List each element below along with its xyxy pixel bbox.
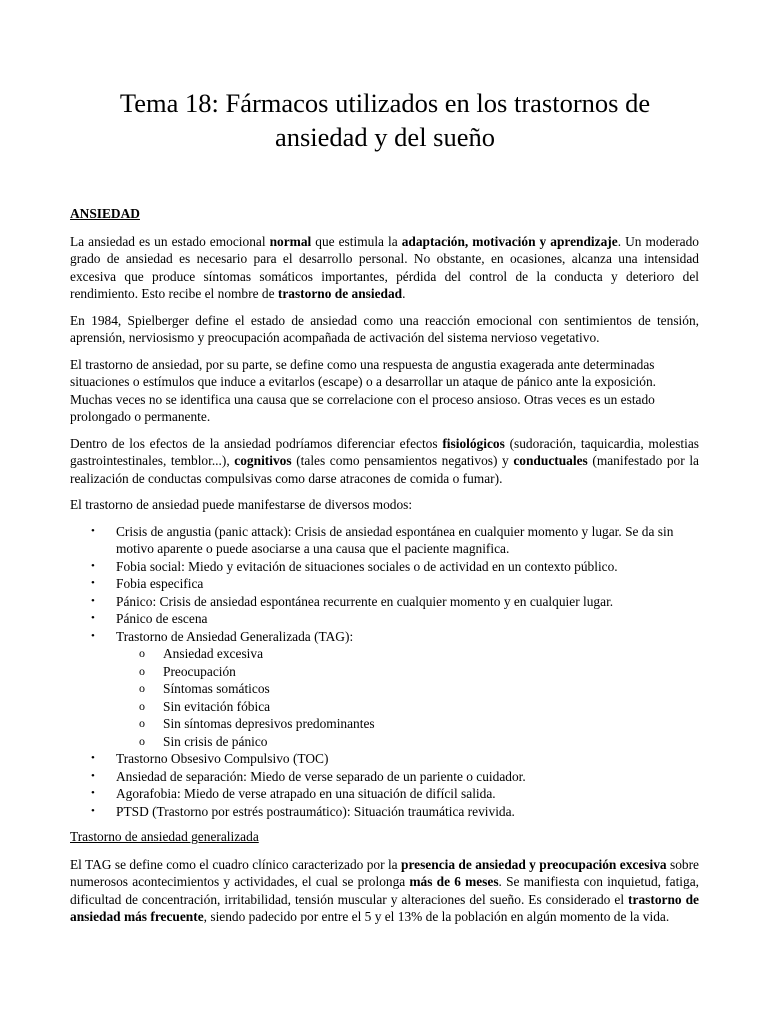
list-item: • Fobia social: Miedo y evitación de situaciones sociales o de actividad en un contexto público. xyxy=(91,558,618,574)
bullet-icon: • xyxy=(91,524,95,537)
bullet-icon: • xyxy=(91,804,95,817)
sub-list xyxy=(116,645,699,750)
bullet-icon: • xyxy=(91,769,95,782)
sub-list-item: o Sin síntomas depresivos predominantes xyxy=(139,716,375,731)
circle-bullet-icon: o xyxy=(139,733,145,748)
bullet-icon: • xyxy=(91,612,95,624)
paragraph-efectos: Dentro de los efectos de la ansiedad podríamos diferenciar efectos fisiológicos (sudoración, taquicardia, molestias gastrointestinales, temblor...), cognitivos (tales como pensamientos negativos) y conductuales (manifestado por la realización de conductas compulsivas como darse atracones de comida o fumar). xyxy=(70,435,700,486)
title-line-2: ansiedad y del sueño xyxy=(274,122,496,152)
sub-list-item: o Preocupación xyxy=(139,663,236,679)
subsection-heading: Trastorno de ansiedad generalizada xyxy=(70,829,259,844)
list-item: • Pánico de escena xyxy=(91,611,208,626)
paragraph-spielberger: En 1984, Spielberger define el estado de ansiedad como una reacción emocional con sentimientos de tensión, aprensión, nerviosismo y preocupación acompañada de activación del sistema nervioso vegetativo. xyxy=(70,312,699,345)
paragraph-trastorno: El trastorno de ansiedad, por su parte, se define como una respuesta de angustia exagerada ante determinadas situaciones o estímulos que induce a evitarlos (escape) o a desarrollar un ataque de pánico ante la exposición. Muchas veces no se identifica una causa que se correlacione con el proceso ansioso. Otras veces es un estado prolongado o permanente. xyxy=(70,356,656,424)
list-item: • PTSD (Trastorno por estrés postraumático): Situación traumática revivida. xyxy=(91,803,515,819)
circle-bullet-icon: o xyxy=(139,698,145,713)
list-item: • Trastorno Obsesivo Compulsivo (TOC) xyxy=(91,751,329,766)
paragraph-modos: El trastorno de ansiedad puede manifestarse de diversos modos: xyxy=(70,497,413,512)
circle-bullet-icon: o xyxy=(139,716,145,730)
bullet-icon: • xyxy=(91,559,95,572)
paragraph-definition: La ansiedad es un estado emocional normal que estimula la adaptación, motivación y aprendizaje. Un moderado grado de ansiedad es necesario para el desarrollo personal. No obstante, en ocasiones, alcanza una intensidad excesiva que produce síntomas somáticos importantes, pérdida del control de la conducta y deterioro del rendimiento. Esto recibe el nombre de trastorno de ansiedad. xyxy=(70,233,699,301)
bullet-icon: • xyxy=(91,752,95,764)
list-item: • Ansiedad de separación: Miedo de verse separado de un pariente o cuidador. xyxy=(91,768,526,784)
bullet-icon: • xyxy=(91,629,95,642)
title-line-1: Tema 18: Fármacos utilizados en los trastornos de xyxy=(119,88,651,118)
sub-list-item: o Ansiedad excesiva xyxy=(139,646,264,661)
sub-list-item: o Síntomas somáticos xyxy=(139,681,270,696)
circle-bullet-icon: o xyxy=(139,681,145,695)
paragraph-tag: El TAG se define como el cuadro clínico caracterizado por la presencia de ansiedad y preocupación excesiva sobre numerosos acontecimientos y actividades, el cual se prolonga más de 6 meses. Se manifiesta con inquietud, fatiga, dificultad de concentración, irritabilidad, tensión muscular y alteraciones del sueño. Es considerado el trastorno de ansiedad más frecuente, siendo padecido por entre el 5 y el 13% de la población en algún momento de la vida. xyxy=(70,856,700,924)
document-body xyxy=(70,205,699,935)
bullet-icon: • xyxy=(91,594,95,607)
bullet-icon: • xyxy=(91,577,95,589)
list-item: • Trastorno de Ansiedad Generalizada (TAG): o Ansiedad excesiva o Preocupación o Síntomas somáticos o Sin evitación fóbica o Sin síntomas depresivos predominantes o Sin crisis de pánico xyxy=(70,628,699,751)
sub-list-item: o Sin evitación fóbica xyxy=(139,698,271,714)
list-item: • Pánico: Crisis de ansiedad espontánea recurrente en cualquier momento y en cualquier lugar. xyxy=(91,593,614,609)
bullet-list xyxy=(70,523,699,821)
circle-bullet-icon: o xyxy=(139,646,145,660)
page-title xyxy=(70,86,700,154)
sub-list-item: o Sin crisis de pánico xyxy=(139,733,268,749)
list-item: • Agorafobia: Miedo de verse atrapado en una situación de difícil salida. xyxy=(91,786,496,801)
circle-bullet-icon: o xyxy=(139,663,145,678)
section-heading: ANSIEDAD xyxy=(70,206,140,221)
bullet-icon: • xyxy=(91,787,95,799)
list-item: • Fobia especifica xyxy=(91,576,204,591)
list-item: • Crisis de angustia (panic attack): Crisis de ansiedad espontánea en cualquier momento y lugar. Se da sin motivo aparente o puede asociarse a una causa que el paciente magnifica. xyxy=(91,523,674,556)
